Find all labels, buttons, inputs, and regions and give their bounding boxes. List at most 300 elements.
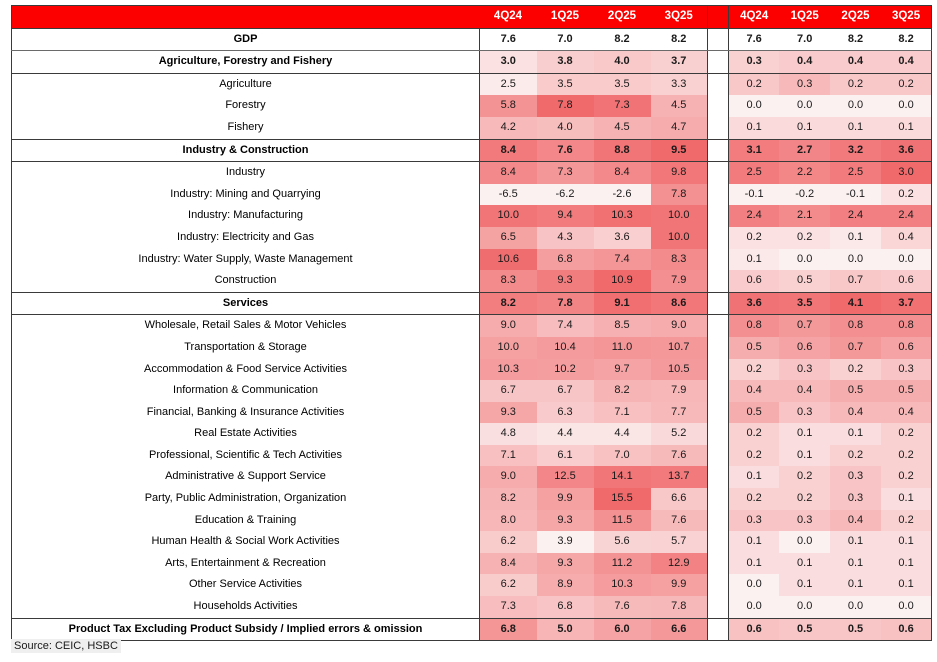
value-cell-growth: 6.8 — [537, 596, 594, 618]
value-cell-contribution: 0.5 — [729, 337, 780, 359]
value-cell-contribution: 0.2 — [729, 488, 780, 510]
value-cell-contribution: 0.4 — [881, 402, 932, 424]
value-cell-contribution: 0.2 — [881, 510, 932, 532]
value-cell-growth: 7.6 — [651, 510, 708, 532]
value-cell-contribution: 0.0 — [779, 531, 830, 553]
value-cell-growth: 3.3 — [651, 73, 708, 95]
value-cell-growth: 4.7 — [651, 117, 708, 139]
gap-cell — [708, 574, 729, 596]
gap-cell — [708, 51, 729, 74]
value-cell-contribution: 3.5 — [779, 292, 830, 315]
value-cell-growth: 14.1 — [594, 466, 651, 488]
value-cell-contribution: 2.4 — [729, 205, 780, 227]
value-cell-growth: 7.8 — [651, 596, 708, 618]
gap-cell — [708, 139, 729, 162]
value-cell-contribution: -0.2 — [779, 184, 830, 206]
value-cell-contribution: 0.1 — [729, 466, 780, 488]
value-cell-contribution: 0.0 — [729, 95, 780, 117]
value-cell-growth: 8.2 — [480, 292, 537, 315]
table-row — [12, 574, 932, 596]
value-cell-contribution: 0.1 — [779, 117, 830, 139]
gap-cell — [708, 423, 729, 445]
row-label: Forestry — [12, 95, 480, 117]
value-cell-growth: 4.4 — [594, 423, 651, 445]
column-header: 4Q24 — [729, 6, 780, 29]
value-cell-growth: 12.5 — [537, 466, 594, 488]
value-cell-contribution: 0.8 — [830, 315, 881, 337]
value-cell-contribution: 3.2 — [830, 139, 881, 162]
gap-cell — [708, 162, 729, 184]
value-cell-growth: 7.3 — [537, 162, 594, 184]
value-cell-contribution: 0.1 — [729, 249, 780, 271]
value-cell-growth: 7.8 — [651, 184, 708, 206]
value-cell-growth: -6.5 — [480, 184, 537, 206]
value-cell-growth: 7.0 — [594, 445, 651, 467]
value-cell-growth: 8.5 — [594, 315, 651, 337]
value-cell-growth: 7.8 — [537, 292, 594, 315]
value-cell-growth: 5.0 — [537, 618, 594, 641]
value-cell-contribution: 0.6 — [881, 337, 932, 359]
value-cell-growth: 6.0 — [594, 618, 651, 641]
gap-cell — [708, 184, 729, 206]
value-cell-growth: 9.8 — [651, 162, 708, 184]
value-cell-growth: 4.2 — [480, 117, 537, 139]
gap-cell — [708, 359, 729, 381]
table-row — [12, 292, 932, 315]
gap-cell — [708, 531, 729, 553]
gdp-heatmap-table — [11, 5, 932, 641]
value-cell-contribution: 0.2 — [830, 445, 881, 467]
value-cell-growth: 5.8 — [480, 95, 537, 117]
source-note: Source: CEIC, HSBC — [11, 639, 121, 653]
value-cell-contribution: 0.1 — [830, 117, 881, 139]
value-cell-growth: 4.8 — [480, 423, 537, 445]
gap-cell — [708, 95, 729, 117]
column-header: 4Q24 — [480, 6, 537, 29]
value-cell-growth: 10.3 — [594, 205, 651, 227]
value-cell-growth: 6.2 — [480, 531, 537, 553]
value-cell-growth: 8.2 — [594, 380, 651, 402]
row-label: Industry & Construction — [12, 139, 480, 162]
value-cell-growth: 11.5 — [594, 510, 651, 532]
gap-cell — [708, 488, 729, 510]
value-cell-growth: 7.6 — [594, 596, 651, 618]
value-cell-growth: 3.8 — [537, 51, 594, 74]
table-row — [12, 73, 932, 95]
value-cell-contribution: 2.4 — [830, 205, 881, 227]
value-cell-growth: 5.7 — [651, 531, 708, 553]
value-cell-contribution: 0.6 — [881, 618, 932, 641]
value-cell-contribution: 0.7 — [830, 337, 881, 359]
table-row — [12, 162, 932, 184]
value-cell-contribution: 0.1 — [830, 423, 881, 445]
gap-cell — [708, 292, 729, 315]
value-cell-contribution: 2.4 — [881, 205, 932, 227]
value-cell-growth: 5.6 — [594, 531, 651, 553]
row-label: Industry: Electricity and Gas — [12, 227, 480, 249]
gap-cell — [708, 227, 729, 249]
value-cell-growth: 4.5 — [594, 117, 651, 139]
value-cell-growth: 8.2 — [480, 488, 537, 510]
value-cell-growth: 7.6 — [537, 139, 594, 162]
table-row — [12, 445, 932, 467]
gap-cell — [708, 445, 729, 467]
value-cell-growth: 3.9 — [537, 531, 594, 553]
value-cell-growth: 6.1 — [537, 445, 594, 467]
value-cell-growth: 7.4 — [594, 249, 651, 271]
table-row — [12, 95, 932, 117]
value-cell-growth: 9.0 — [480, 466, 537, 488]
value-cell-growth: 10.9 — [594, 270, 651, 292]
value-cell-contribution: 2.1 — [779, 205, 830, 227]
row-label: Construction — [12, 270, 480, 292]
table-row — [12, 315, 932, 337]
value-cell-growth: 15.5 — [594, 488, 651, 510]
value-cell-contribution: 0.5 — [881, 380, 932, 402]
value-cell-contribution: 0.1 — [729, 117, 780, 139]
table-row — [12, 249, 932, 271]
value-cell-contribution: 0.6 — [729, 270, 780, 292]
value-cell-contribution: 0.2 — [779, 466, 830, 488]
gap-cell — [708, 466, 729, 488]
table-row — [12, 227, 932, 249]
value-cell-contribution: 0.3 — [830, 466, 881, 488]
value-cell-growth: 8.3 — [480, 270, 537, 292]
value-cell-contribution: -0.1 — [729, 184, 780, 206]
row-label: Industry: Mining and Quarrying — [12, 184, 480, 206]
value-cell-contribution: 0.0 — [779, 249, 830, 271]
value-cell-growth: 8.2 — [594, 28, 651, 51]
row-label: Arts, Entertainment & Recreation — [12, 553, 480, 575]
value-cell-growth: 9.0 — [480, 315, 537, 337]
value-cell-growth: 7.3 — [480, 596, 537, 618]
gap-cell — [708, 28, 729, 51]
value-cell-contribution: 0.4 — [779, 51, 830, 74]
value-cell-contribution: 0.2 — [729, 423, 780, 445]
value-cell-contribution: 0.1 — [830, 227, 881, 249]
gap-cell — [708, 380, 729, 402]
value-cell-contribution: 0.5 — [830, 380, 881, 402]
table-row — [12, 139, 932, 162]
value-cell-growth: 8.0 — [480, 510, 537, 532]
value-cell-growth: 11.2 — [594, 553, 651, 575]
value-cell-growth: 4.0 — [537, 117, 594, 139]
value-cell-contribution: 0.3 — [830, 488, 881, 510]
value-cell-growth: 7.4 — [537, 315, 594, 337]
value-cell-contribution: 8.2 — [830, 28, 881, 51]
value-cell-contribution: 2.5 — [729, 162, 780, 184]
value-cell-contribution: 0.2 — [779, 227, 830, 249]
value-cell-contribution: 0.5 — [830, 618, 881, 641]
table-row — [12, 205, 932, 227]
value-cell-contribution: 0.3 — [779, 510, 830, 532]
value-cell-contribution: 0.2 — [881, 445, 932, 467]
value-cell-growth: 10.0 — [651, 227, 708, 249]
value-cell-contribution: 3.1 — [729, 139, 780, 162]
value-cell-contribution: 0.1 — [779, 553, 830, 575]
value-cell-growth: 8.2 — [651, 28, 708, 51]
value-cell-growth: 10.6 — [480, 249, 537, 271]
row-label: Financial, Banking & Insurance Activities — [12, 402, 480, 424]
row-label: Administrative & Support Service — [12, 466, 480, 488]
value-cell-growth: 4.4 — [537, 423, 594, 445]
table-row — [12, 510, 932, 532]
value-cell-contribution: 0.7 — [779, 315, 830, 337]
table-row — [12, 488, 932, 510]
value-cell-growth: 10.0 — [480, 205, 537, 227]
gap-cell — [708, 337, 729, 359]
value-cell-growth: 3.5 — [594, 73, 651, 95]
gap-cell — [708, 596, 729, 618]
value-cell-contribution: 0.3 — [729, 51, 780, 74]
value-cell-contribution: 0.1 — [881, 531, 932, 553]
value-cell-growth: 8.4 — [480, 162, 537, 184]
value-cell-growth: 6.8 — [480, 618, 537, 641]
value-cell-contribution: 3.6 — [881, 139, 932, 162]
value-cell-contribution: 0.1 — [779, 574, 830, 596]
row-label: Human Health & Social Work Activities — [12, 531, 480, 553]
value-cell-growth: 10.4 — [537, 337, 594, 359]
value-cell-growth: 10.0 — [651, 205, 708, 227]
value-cell-growth: 7.1 — [594, 402, 651, 424]
value-cell-contribution: 0.2 — [881, 466, 932, 488]
value-cell-contribution: 0.4 — [779, 380, 830, 402]
value-cell-growth: 10.5 — [651, 359, 708, 381]
gap-cell — [708, 618, 729, 641]
value-cell-contribution: 0.2 — [830, 73, 881, 95]
gap-cell — [708, 249, 729, 271]
row-label: Other Service Activities — [12, 574, 480, 596]
value-cell-contribution: 3.6 — [729, 292, 780, 315]
value-cell-contribution: 0.6 — [881, 270, 932, 292]
table-row — [12, 337, 932, 359]
value-cell-growth: 9.3 — [537, 270, 594, 292]
value-cell-contribution: 7.6 — [729, 28, 780, 51]
row-label: Services — [12, 292, 480, 315]
gap-cell — [708, 270, 729, 292]
value-cell-growth: 10.3 — [594, 574, 651, 596]
value-cell-growth: 7.7 — [651, 402, 708, 424]
row-label: Industry: Water Supply, Waste Management — [12, 249, 480, 271]
value-cell-growth: 6.7 — [537, 380, 594, 402]
value-cell-contribution: 0.5 — [779, 270, 830, 292]
value-cell-contribution: 0.4 — [881, 51, 932, 74]
value-cell-contribution: -0.1 — [830, 184, 881, 206]
value-cell-contribution: 0.0 — [830, 249, 881, 271]
value-cell-contribution: 3.0 — [881, 162, 932, 184]
value-cell-growth: 10.2 — [537, 359, 594, 381]
gap-cell — [708, 553, 729, 575]
value-cell-growth: 7.9 — [651, 380, 708, 402]
value-cell-contribution: 3.7 — [881, 292, 932, 315]
value-cell-contribution: 0.0 — [729, 574, 780, 596]
value-cell-growth: -2.6 — [594, 184, 651, 206]
value-cell-growth: 8.3 — [651, 249, 708, 271]
row-label: GDP — [12, 28, 480, 51]
column-header: 2Q25 — [594, 6, 651, 29]
column-header: 3Q25 — [881, 6, 932, 29]
value-cell-growth: 8.4 — [594, 162, 651, 184]
value-cell-contribution: 0.4 — [830, 402, 881, 424]
row-label: Real Estate Activities — [12, 423, 480, 445]
value-cell-contribution: 0.1 — [881, 553, 932, 575]
value-cell-contribution: 0.2 — [881, 184, 932, 206]
value-cell-growth: 3.5 — [537, 73, 594, 95]
row-label: Fishery — [12, 117, 480, 139]
gap-cell — [708, 73, 729, 95]
value-cell-contribution: 0.1 — [729, 531, 780, 553]
table-row — [12, 51, 932, 74]
value-cell-growth: 3.6 — [594, 227, 651, 249]
value-cell-growth: 12.9 — [651, 553, 708, 575]
value-cell-contribution: 0.8 — [729, 315, 780, 337]
table-row — [12, 618, 932, 641]
value-cell-growth: 7.1 — [480, 445, 537, 467]
value-cell-contribution: 0.4 — [830, 510, 881, 532]
value-cell-contribution: 0.4 — [729, 380, 780, 402]
value-cell-contribution: 0.7 — [830, 270, 881, 292]
value-cell-contribution: 0.3 — [881, 359, 932, 381]
header-corner-cell — [12, 6, 480, 29]
value-cell-growth: 11.0 — [594, 337, 651, 359]
value-cell-contribution: 0.2 — [779, 488, 830, 510]
value-cell-contribution: 0.1 — [830, 574, 881, 596]
row-label: Accommodation & Food Service Activities — [12, 359, 480, 381]
value-cell-contribution: 0.3 — [779, 73, 830, 95]
value-cell-contribution: 0.3 — [779, 359, 830, 381]
value-cell-contribution: 7.0 — [779, 28, 830, 51]
value-cell-contribution: 0.1 — [779, 423, 830, 445]
column-header: 2Q25 — [830, 6, 881, 29]
value-cell-growth: 10.0 — [480, 337, 537, 359]
table-row — [12, 402, 932, 424]
value-cell-contribution: 0.2 — [729, 445, 780, 467]
value-cell-growth: -6.2 — [537, 184, 594, 206]
value-cell-growth: 8.4 — [480, 553, 537, 575]
value-cell-growth: 7.6 — [480, 28, 537, 51]
value-cell-contribution: 0.1 — [881, 488, 932, 510]
table-row — [12, 184, 932, 206]
value-cell-growth: 3.7 — [651, 51, 708, 74]
value-cell-contribution: 4.1 — [830, 292, 881, 315]
value-cell-contribution: 0.1 — [729, 553, 780, 575]
value-cell-growth: 4.5 — [651, 95, 708, 117]
row-label: Agriculture — [12, 73, 480, 95]
header-gap-cell — [708, 6, 729, 29]
value-cell-contribution: 2.5 — [830, 162, 881, 184]
value-cell-growth: 6.6 — [651, 618, 708, 641]
value-cell-contribution: 0.0 — [729, 596, 780, 618]
value-cell-contribution: 8.2 — [881, 28, 932, 51]
value-cell-contribution: 0.2 — [729, 227, 780, 249]
row-label: Party, Public Administration, Organization — [12, 488, 480, 510]
value-cell-contribution: 0.1 — [830, 531, 881, 553]
gap-cell — [708, 117, 729, 139]
value-cell-growth: 7.8 — [537, 95, 594, 117]
value-cell-contribution: 0.2 — [881, 423, 932, 445]
value-cell-growth: 7.6 — [651, 445, 708, 467]
column-header: 3Q25 — [651, 6, 708, 29]
value-cell-growth: 6.2 — [480, 574, 537, 596]
row-label: Information & Communication — [12, 380, 480, 402]
row-label: Transportation & Storage — [12, 337, 480, 359]
value-cell-contribution: 0.6 — [779, 337, 830, 359]
value-cell-contribution: 0.0 — [830, 596, 881, 618]
row-label: Households Activities — [12, 596, 480, 618]
value-cell-growth: 8.8 — [594, 139, 651, 162]
value-cell-growth: 7.0 — [537, 28, 594, 51]
value-cell-growth: 6.7 — [480, 380, 537, 402]
value-cell-growth: 7.9 — [651, 270, 708, 292]
column-header: 1Q25 — [537, 6, 594, 29]
table-row — [12, 596, 932, 618]
value-cell-growth: 9.9 — [651, 574, 708, 596]
value-cell-contribution: 0.1 — [881, 117, 932, 139]
value-cell-contribution: 0.0 — [830, 95, 881, 117]
table-row — [12, 423, 932, 445]
value-cell-growth: 8.6 — [651, 292, 708, 315]
value-cell-contribution: 0.1 — [779, 445, 830, 467]
value-cell-contribution: 0.0 — [881, 95, 932, 117]
column-header: 1Q25 — [779, 6, 830, 29]
gap-cell — [708, 510, 729, 532]
table-row — [12, 553, 932, 575]
value-cell-growth: 8.4 — [480, 139, 537, 162]
value-cell-growth: 9.4 — [537, 205, 594, 227]
value-cell-contribution: 2.2 — [779, 162, 830, 184]
value-cell-growth: 8.9 — [537, 574, 594, 596]
value-cell-contribution: 0.0 — [779, 95, 830, 117]
value-cell-growth: 9.7 — [594, 359, 651, 381]
value-cell-contribution: 0.5 — [779, 618, 830, 641]
value-cell-contribution: 0.1 — [881, 574, 932, 596]
table-row — [12, 359, 932, 381]
value-cell-growth: 7.3 — [594, 95, 651, 117]
value-cell-growth: 3.0 — [480, 51, 537, 74]
value-cell-growth: 5.2 — [651, 423, 708, 445]
table-row — [12, 270, 932, 292]
value-cell-growth: 6.5 — [480, 227, 537, 249]
value-cell-contribution: 0.6 — [729, 618, 780, 641]
row-label: Agriculture, Forestry and Fishery — [12, 51, 480, 74]
row-label: Professional, Scientific & Tech Activities — [12, 445, 480, 467]
value-cell-contribution: 0.4 — [830, 51, 881, 74]
value-cell-contribution: 0.0 — [881, 249, 932, 271]
value-cell-growth: 2.5 — [480, 73, 537, 95]
value-cell-growth: 4.0 — [594, 51, 651, 74]
value-cell-contribution: 2.7 — [779, 139, 830, 162]
value-cell-growth: 9.3 — [480, 402, 537, 424]
gap-cell — [708, 315, 729, 337]
value-cell-growth: 9.3 — [537, 553, 594, 575]
value-cell-growth: 4.3 — [537, 227, 594, 249]
value-cell-contribution: 0.4 — [881, 227, 932, 249]
table-row — [12, 28, 932, 51]
row-label: Industry: Manufacturing — [12, 205, 480, 227]
value-cell-growth: 10.7 — [651, 337, 708, 359]
value-cell-growth: 9.1 — [594, 292, 651, 315]
value-cell-contribution: 0.2 — [881, 73, 932, 95]
header-row — [12, 6, 932, 29]
table-row — [12, 380, 932, 402]
row-label: Industry — [12, 162, 480, 184]
table-row — [12, 466, 932, 488]
value-cell-growth: 9.3 — [537, 510, 594, 532]
value-cell-contribution: 0.1 — [830, 553, 881, 575]
gap-cell — [708, 402, 729, 424]
value-cell-contribution: 0.0 — [779, 596, 830, 618]
value-cell-growth: 10.3 — [480, 359, 537, 381]
